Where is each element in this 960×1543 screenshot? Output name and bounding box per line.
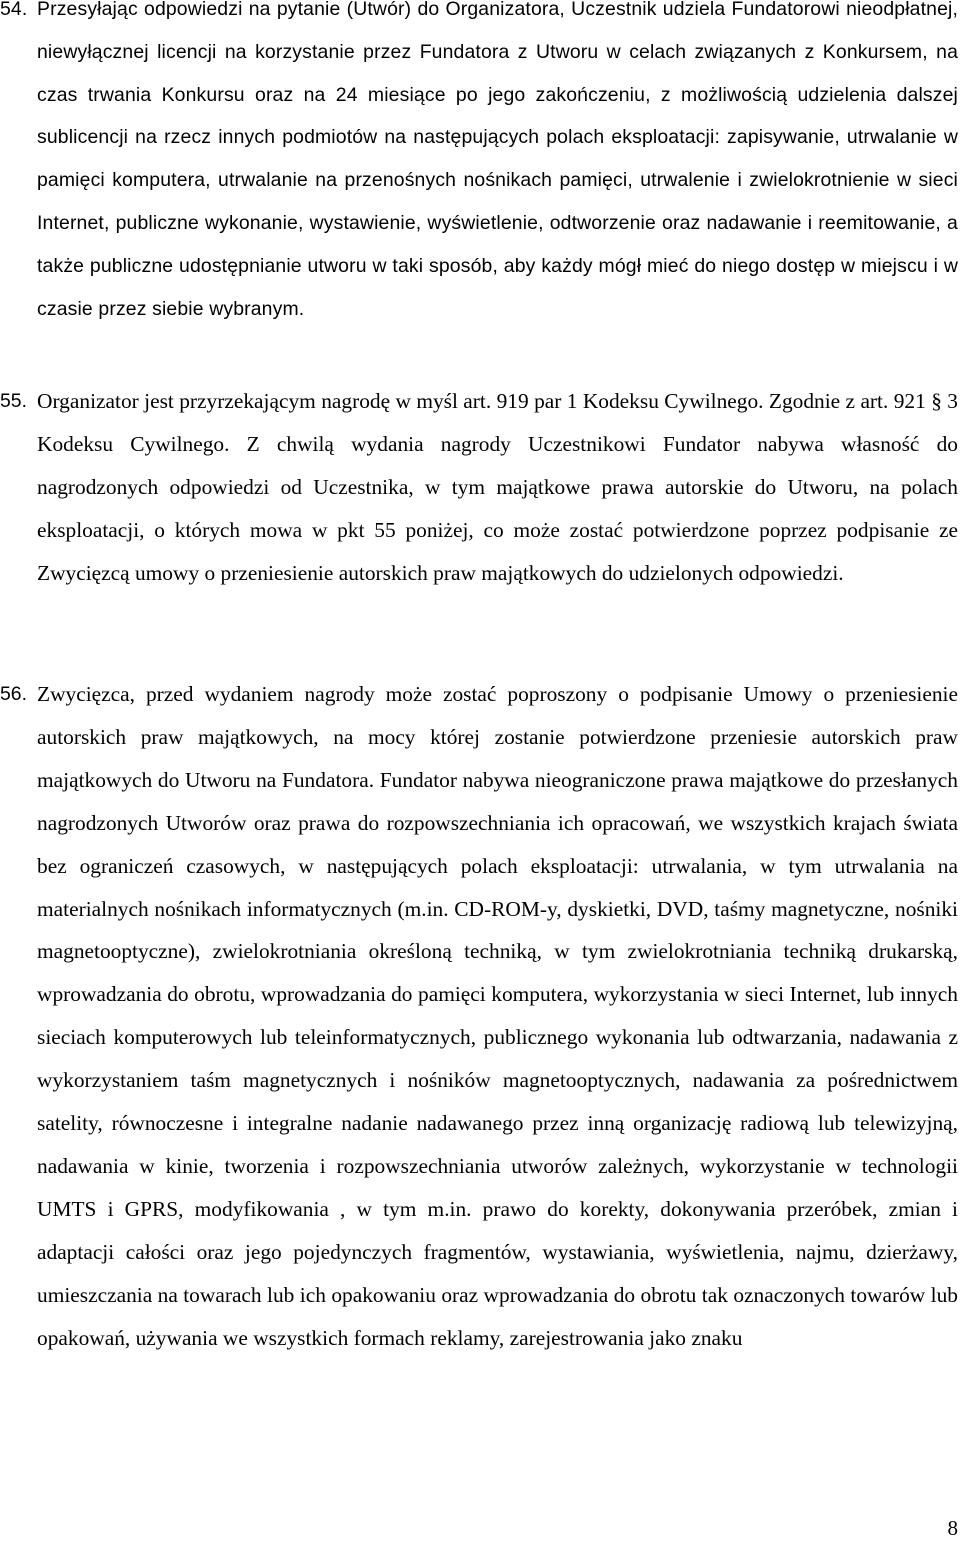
page-number: 8 xyxy=(947,1516,958,1540)
paragraph-text: Zwycięzca, przed wydaniem nagrody może zostać poproszony o podpisanie Umowy o przeniesienie autorskich praw majątkowych, na mocy której zostanie potwierdzone przeniesie autorskich praw majątkowych do Utworu na Fundatora. Fundator nabywa nieograniczone prawa majątkowe do przesłanych nagrodzonych Utworów oraz prawa do rozpowszechniania ich opracowań, we wszystkich krajach świata bez ograniczeń czasowych, w następujących polach eksploatacji: utrwalania, w tym utrwalania na materialnych nośnikach informatycznych (m.in. CD-ROM-y, dyskietki, DVD, taśmy magnetyczne, nośniki magnetooptyczne), zwielokrotniania określoną techniką, w tym zwielokrotniania techniką drukarską, wprowadzania do obrotu, wprowadzania do pamięci komputera, wykorzystania w sieci Internet, lub innych sieciach komputerowych lub teleinformatycznych, publicznego wykonania lub odtwarzania, nadawania z wykorzystaniem taśm magnetycznych i nośników magnetooptycznych, nadawania za pośrednictwem satelity, równoczesne i integralne nadanie nadawanego przez inną organizację radiową lub telewizyjną, nadawania w kinie, tworzenia i rozpowszechniania utworów zależnych, wykorzystanie w technologii UMTS i GPRS, modyfikowania , w tym m.in. prawo do korekty, dokonywania przeróbek, zmian i adaptacji całości oraz jego pojedynczych fragmentów, wystawiania, wyświetlenia, najmu, dzierżawy, umieszczania na towarach lub ich opakowaniu oraz wprowadzania do obrotu tak oznaczonych towarów lub opakowań, używania we wszystkich formach reklamy, zarejestrowania jako znaku xyxy=(37,682,958,1350)
paragraph-56 xyxy=(0,673,958,1360)
paragraph-54 xyxy=(0,0,958,330)
paragraph-number: 54. xyxy=(0,0,28,20)
paragraph-55 xyxy=(0,380,958,595)
paragraph-number: 56. xyxy=(0,683,27,705)
paragraph-text: Organizator jest przyrzekającym nagrodę w myśl art. 919 par 1 Kodeksu Cywilnego. Zgodnie z art. 921 § 3 Kodeksu Cywilnego. Z chwilą wydania nagrody Uczestnikowi Fundator nabywa własność do nagrodzonych odpowiedzi od Uczestnika, w tym majątkowe prawa autorskie do Utworu, na polach eksploatacji, o których mowa w pkt 55 poniżej, co może zostać potwierdzone poprzez podpisanie ze Zwycięzcą umowy o przeniesienie autorskich praw majątkowych do udzielonych odpowiedzi. xyxy=(37,389,958,585)
paragraph-text: Przesyłając odpowiedzi na pytanie (Utwór) do Organizatora, Uczestnik udziela Fundatorowi nieodpłatnej, niewyłącznej licencji na korzystanie przez Fundatora z Utworu w celach związanych z Konkursem, na czas trwania Konkursu oraz na 24 miesiące po jego zakończeniu, z możliwością udzielenia dalszej sublicencji na rzecz innych podmiotów na następujących polach eksploatacji: zapisywanie, utrwalanie w pamięci komputera, utrwalanie na przenośnych nośnikach pamięci, utrwalenie i zwielokrotnienie w sieci Internet, publiczne wykonanie, wystawienie, wyświetlenie, odtworzenie oraz nadawanie i reemitowanie, a także publiczne udostępnianie utworu w taki sposób, aby każdy mógł mieć do niego dostęp w miejscu i w czasie przez siebie wybranym. xyxy=(37,0,958,320)
paragraph-number: 55. xyxy=(0,390,27,412)
